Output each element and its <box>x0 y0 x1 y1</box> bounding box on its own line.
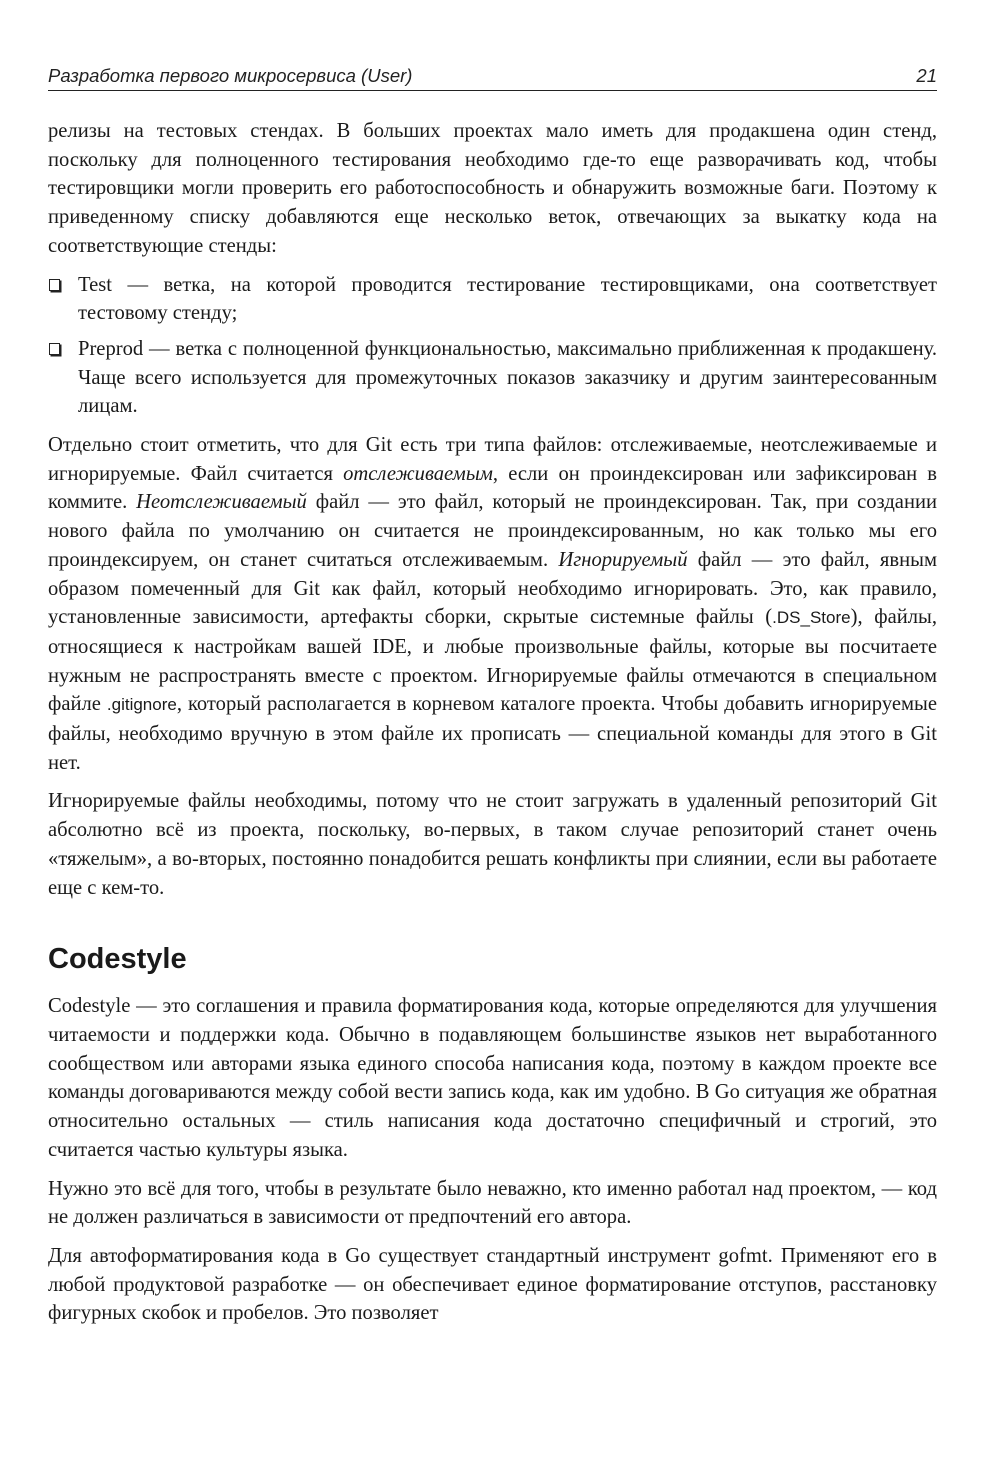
chapter-title: Разработка первого микросервиса (User) <box>48 65 413 86</box>
ignored-files-paragraph: Игнорируемые файлы необходимы, потому что не стоит загружать в удаленный репозиторий Git абсолютно всё из проекта, поскольку, во-первых, в таком случае репозиторий станет очень «тяжелым», а во-вторых, постоянно понадобится решать конфликты при слиянии, если вы работаете еще с кем-то. <box>48 790 937 899</box>
list-item-preprod <box>48 335 937 421</box>
text-run: файл — это файл, явным образом помеченный для Git как файл, который необходимо игнорировать. Это, как правило, установленные зависимости, артефакты сборки, скрытые системные файлы ( <box>48 548 937 629</box>
text-run: , который располагается в корневом каталоге проекта. Чтобы добавить игнорируемые файлы, необходимо вручную в этом файле их прописать — специальной команды для этого в Git нет. <box>48 693 937 774</box>
code-gitignore: .gitignore <box>106 695 177 715</box>
list-item-text: Preprod — ветка с полноценной функциональностью, максимально приближенная к продакшену. Чаще всего используется для промежуточных показов заказчику и другим заинтересованным лицам. <box>78 337 937 418</box>
book-page <box>48 64 937 1328</box>
git-file-types-paragraph <box>48 431 937 777</box>
checkbox-bullet-icon <box>49 279 60 291</box>
text-run: файл — это файл, который не проиндексирован. Так, при создании нового файла по умолчанию он считается не проиндексированным, но как только мы его проиндексируем, он станет считаться отслеживаемым. <box>48 491 938 571</box>
page-number: 21 <box>916 65 937 86</box>
code-ds-store: .DS_Store <box>772 608 851 628</box>
list-item-text: Test — ветка, на которой проводится тестирование тестировщиками, она соответствует тестовому стенду; <box>78 273 937 325</box>
section-heading-codestyle: Codestyle <box>48 943 187 976</box>
codestyle-paragraph-2: Нужно это всё для того, чтобы в результате было неважно, кто именно работал над проектом, — код не должен различаться в зависимости от предпочтений его автора. <box>48 1177 937 1229</box>
codestyle-paragraph-3: Для автоформатирования кода в Go существует стандартный инструмент gofmt. Применяют его в любой продуктовой разработке — он обеспечивает единое форматирование отступов, расстановку фигурных скобок и пробелов. Это позволяет <box>48 1244 937 1325</box>
checkbox-bullet-icon <box>49 343 60 355</box>
text-run: Отдельно стоит отметить, что для Git есть три типа файлов: отслеживаемые, неотслеживаемые и игнорируемые. Файл считается <box>48 434 937 485</box>
text-run: , если он проиндексирован или зафиксирован в коммите. <box>48 462 937 514</box>
codestyle-paragraph-1: Codestyle — это соглашения и правила форматирования кода, которые определяются для улучшения читаемости и поддержки кода. Обычно в подавляющем большинстве языков нет выработанного сообществом или авторами языка единого способа написания кода, поэтому в каждом проекте все команды договариваются между собой вести запись кода, как им удобно. В Go ситуация же обратная относительно остальных — стиль написания кода достаточно специфичный и строгий, это считается частью культуры языка. <box>48 995 937 1161</box>
branch-list <box>48 271 937 422</box>
intro-paragraph: релизы на тестовых стендах. В больших проектах мало иметь для продакшена один стенд, поскольку для полноценного тестирования необходимо где-то еще разворачивать код, чтобы тестировщики могли проверить его работоспособность и обнаружить возможные баги. Поэтому к приведенному списку добавляются еще несколько веток, отвечающих за выкатку кода на соответствующие стенды: <box>48 120 937 257</box>
page-content <box>48 117 937 1328</box>
running-header <box>48 64 937 91</box>
term-ignored: Игнорируемый <box>558 548 688 571</box>
term-untracked: Неотслеживаемый <box>136 491 307 514</box>
text-run: ), файлы, относящиеся к настройкам вашей IDE, и любые произвольные файлы, которые вы посчитаете нужным не распространять вместе с проектом. Игнорируемые файлы отмечаются в специальном файле <box>48 606 937 716</box>
list-item-test <box>48 271 937 328</box>
term-tracked: отслеживаемым <box>343 462 493 485</box>
